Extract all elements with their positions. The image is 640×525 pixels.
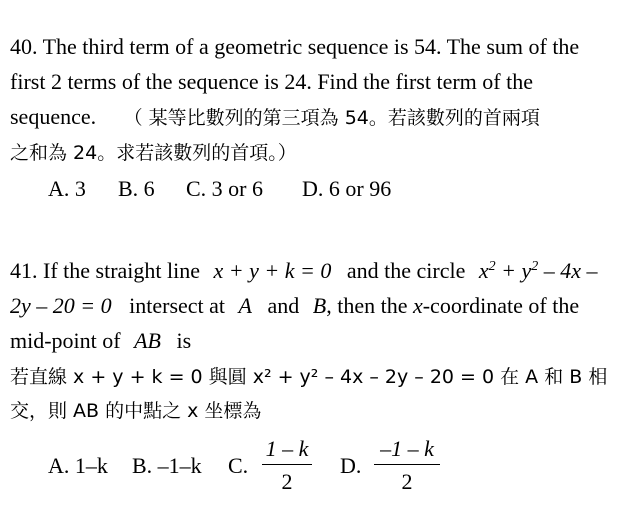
- q41-option-c-numerator: 1 – k: [265, 436, 309, 461]
- q41-and: and: [267, 293, 300, 318]
- q41-option-b: [132, 453, 202, 479]
- fraction-bar: [374, 464, 440, 465]
- q41-option-d-denominator: 2: [401, 469, 413, 494]
- q40-line-3-zh: （ 某等比數列的第三項為 54。若該數列的首兩項: [123, 107, 540, 129]
- q40-line-2: first 2 terms of the sequence is 24. Find the first term of the: [10, 69, 533, 94]
- q41-ab: AB: [134, 328, 161, 353]
- q41-line-2: [10, 293, 579, 319]
- q41-point-b: B: [312, 293, 327, 318]
- q41-option-a-text: A. 1–k: [48, 453, 108, 478]
- q41-option-c-fraction: [262, 436, 312, 495]
- q40-line-1: 40. The third term of a geometric sequence is 54. The sum of the: [10, 34, 580, 59]
- q41-circle-equation-part-2: 2y – 20 = 0: [10, 293, 112, 318]
- q40-option-d: D. 6 or 96: [302, 176, 392, 201]
- q41-line-5-zh: 交，則 AB 的中點之 x 坐標為: [10, 400, 262, 422]
- q41-option-d-fraction: [374, 436, 440, 495]
- q41-line-2-b: , then the: [326, 293, 408, 318]
- q41-circle-equation-part-1: $x^2 + y^2 - 4x$ –: [478, 258, 598, 283]
- q41-option-c-denominator: 2: [281, 469, 293, 494]
- q41-line-1-a: 41. If the straight line: [10, 258, 201, 283]
- q40-line-4-zh: 之和為 24。求若該數列的首項。）: [10, 142, 297, 164]
- q41-option-d-label: D.: [340, 453, 362, 478]
- q41-line-3: [10, 328, 191, 354]
- q40-option-a: A. 3: [48, 176, 86, 201]
- q40-line-3-en: sequence.: [10, 104, 97, 129]
- q41-line-3-a: mid-point of: [10, 328, 121, 353]
- q41-line-4-zh: 若直線 x + y + k = 0 與圓 x² + y² – 4x – 2y – 20 = 0 在 A 和 B 相: [10, 366, 608, 388]
- q41-line-1: [10, 258, 598, 284]
- q40-option-b: B. 6: [118, 176, 155, 201]
- q40-option-c: C. 3 or 6: [186, 176, 263, 201]
- q41-point-a: A: [238, 293, 252, 318]
- q41-option-c-label: C.: [228, 453, 249, 478]
- q40-line-3: [10, 104, 540, 131]
- q41-option-a: [48, 453, 108, 479]
- q41-option-d-numerator: –1 – k: [380, 436, 434, 461]
- q41-line-3-b: is: [176, 328, 192, 353]
- fraction-bar: [262, 464, 312, 465]
- q41-line-2-c: -coordinate of the: [422, 293, 580, 318]
- q41-option-b-text: B. –1–k: [132, 453, 202, 478]
- q41-x: x: [412, 293, 423, 318]
- q41-line-1-b: and the circle: [346, 258, 466, 283]
- q41-line-equation: x + y + k = 0: [213, 258, 332, 283]
- q41-line-2-a: intersect at: [129, 293, 226, 318]
